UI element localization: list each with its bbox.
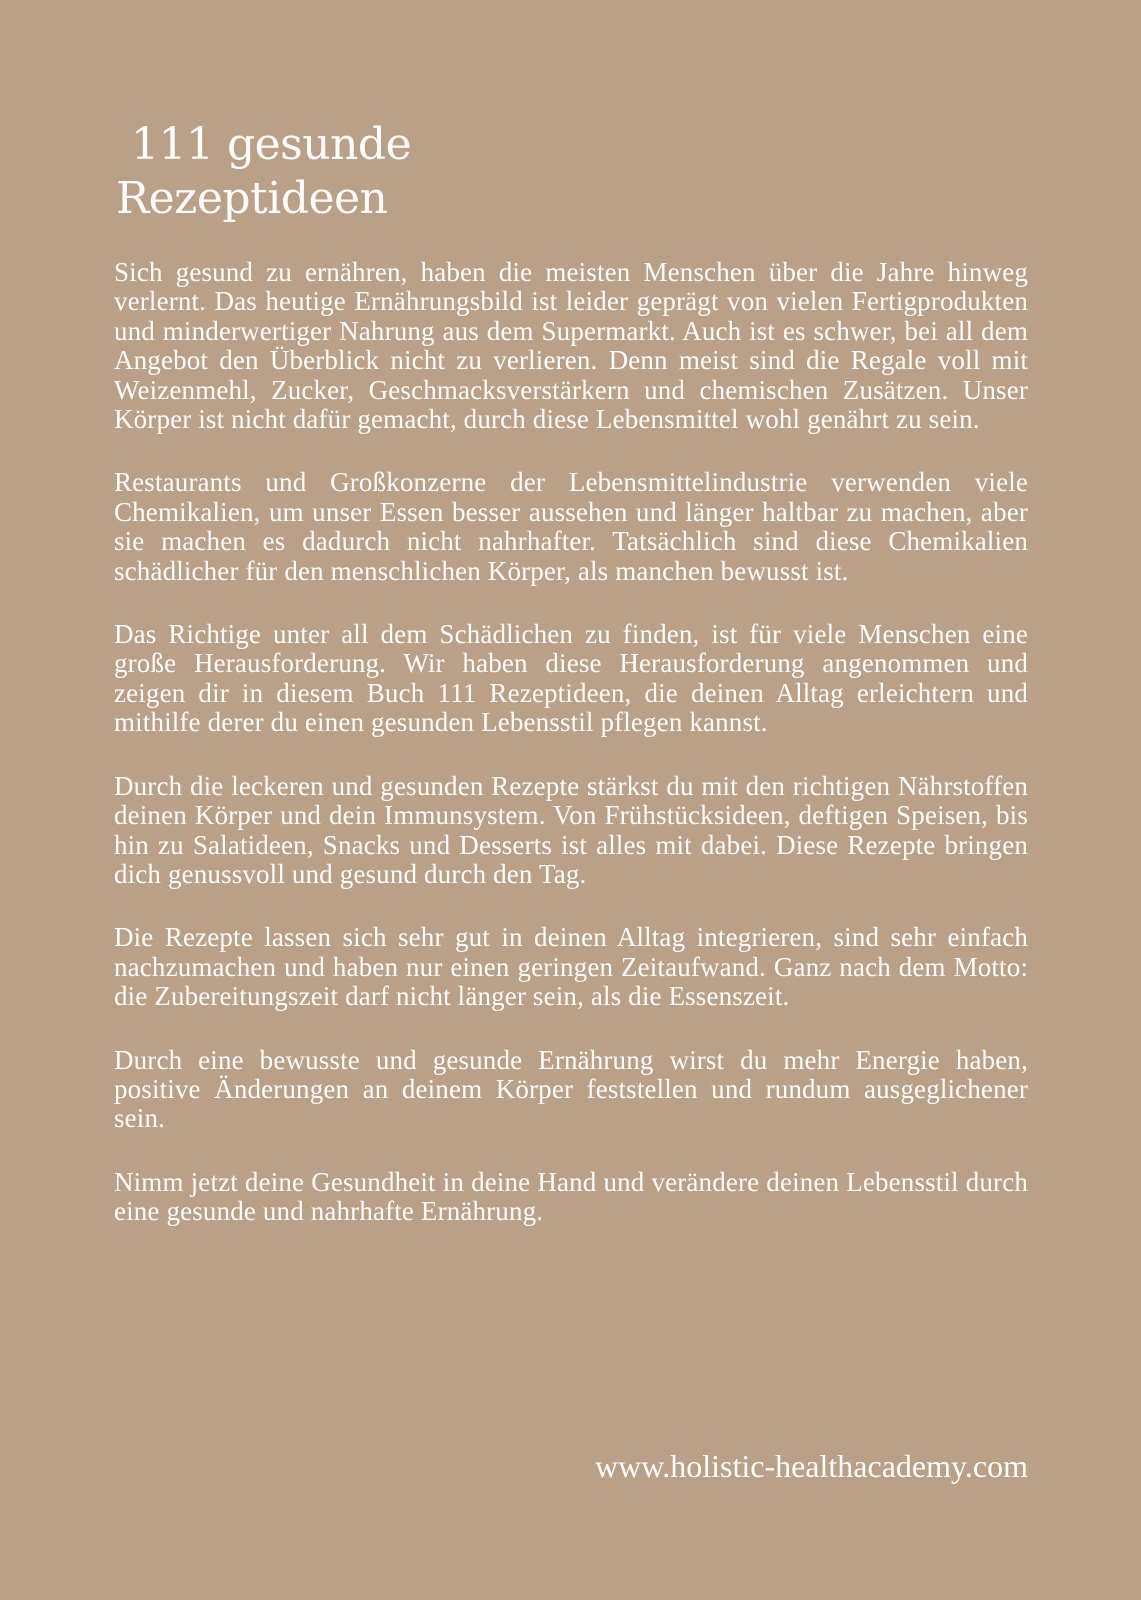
book-title bbox=[116, 118, 516, 226]
book-title-line-1: 111 gesunde bbox=[131, 119, 412, 170]
blurb-paragraph-2: Restaurants und Großkonzerne der Lebensmittelindustrie verwenden viele Chemikalien, um unser Essen besser aussehen und länger haltbar zu machen, aber sie machen es dadurch nicht nahrhafter. Tatsächlich sind diese Chemikalien schädlicher für den menschlichen Körper, als manchen bewusst ist. bbox=[114, 467, 1028, 586]
blurb-paragraph-7: Nimm jetzt deine Gesundheit in deine Hand und verändere deinen Lebensstil durch eine gesunde und nahrhafte Ernährung. bbox=[114, 1166, 1028, 1227]
blurb-paragraph-6: Durch eine bewusste und gesunde Ernährung wirst du mehr Energie haben, positive Änderungen an deinem Körper feststellen und rundum ausgeglichener sein. bbox=[114, 1044, 1028, 1134]
website-url: www.holistic-healthacademy.com bbox=[594, 1448, 1028, 1484]
blurb-paragraph-5: Die Rezepte lassen sich sehr gut in deinen Alltag integrieren, sind sehr einfach nachzumachen und haben nur einen geringen Zeitaufwand. Ganz nach dem Motto: die Zubereitungszeit darf nicht länger sein, als die Essenszeit. bbox=[114, 922, 1028, 1012]
blurb-paragraph-3: Das Richtige unter all dem Schädlichen zu finden, ist für viele Menschen eine große Herausforderung. Wir haben diese Herausforderung angenommen und zeigen dir in diesem Buch 111 Rezeptideen, die deinen Alltag erleichtern und mithilfe derer du einen gesunden Lebensstil pflegen kannst. bbox=[114, 619, 1028, 738]
blurb-text bbox=[114, 258, 1028, 1261]
blurb-paragraph-1: Sich gesund zu ernähren, haben die meisten Menschen über die Jahre hinweg verlernt. Das heutige Ernährungsbild ist leider geprägt von vielen Fertigprodukten und minderwertiger Nahrung aus dem Supermarkt. Auch ist es schwer, bei all dem Angebot den Überblick nicht zu verlieren. Denn meist sind die Regale voll mit Weizenmehl, Zucker, Geschmacksverstärkern und chemischen Zusätzen. Unser Körper ist nicht dafür gemacht, durch diese Lebensmittel wohl genährt zu sein. bbox=[114, 257, 1028, 435]
blurb-paragraph-4: Durch die leckeren und gesunden Rezepte stärkst du mit den richtigen Nährstoffen deinen Körper und dein Immunsystem. Von Frühstücksideen, deftigen Speisen, bis hin zu Salatideen, Snacks und Desserts ist alles mit dabei. Diese Rezepte bringen dich genussvoll und gesund durch den Tag. bbox=[114, 770, 1028, 889]
book-title-line-2: Rezeptideen bbox=[116, 173, 388, 224]
